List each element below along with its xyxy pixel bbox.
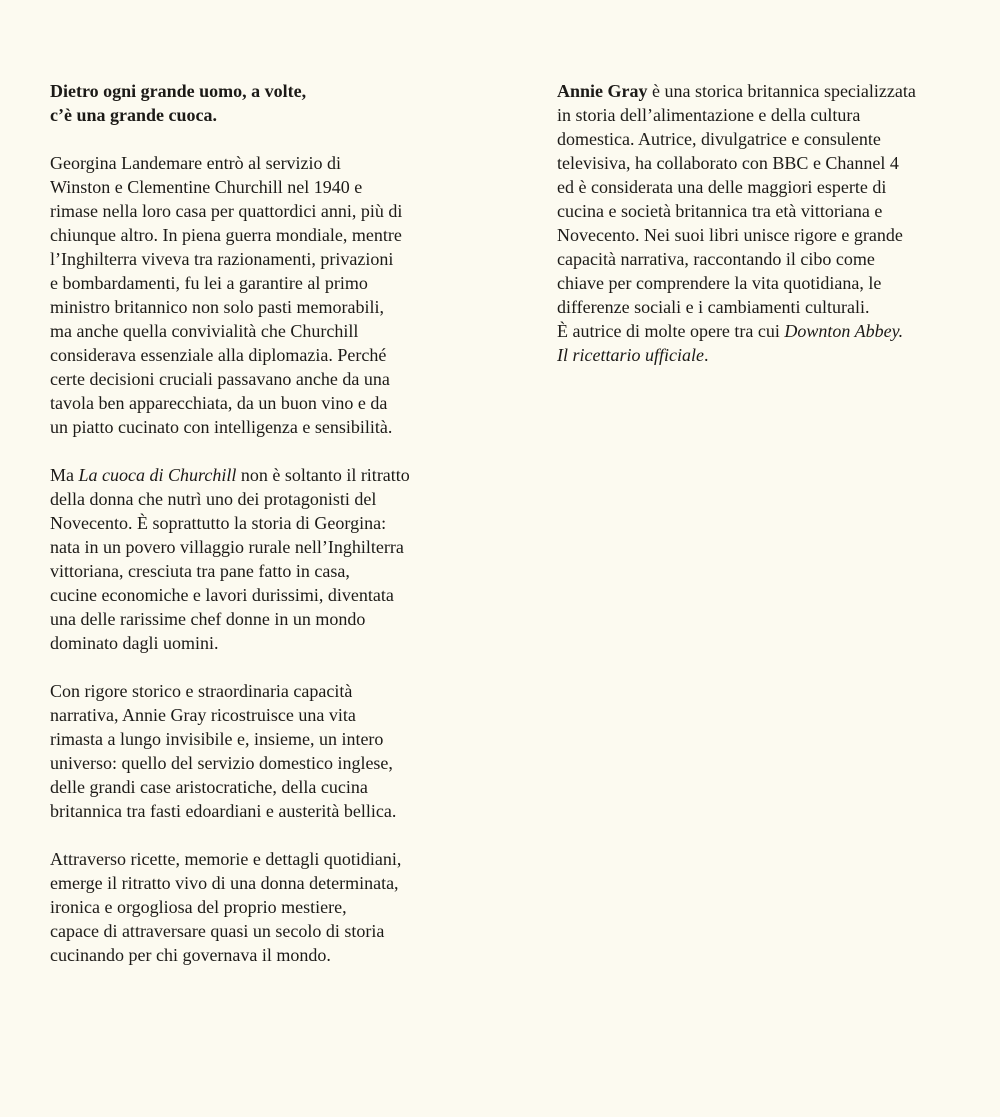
text-line: certe decisioni cruciali passavano anche da una: [50, 369, 390, 389]
text-line: chiave per comprendere la vita quotidiana, le: [557, 273, 882, 293]
text-line: Con rigore storico e straordinaria capacità: [50, 681, 353, 701]
text-line: rimasta a lungo invisibile e, insieme, un intero: [50, 729, 384, 749]
text-line: differenze sociali e i cambiamenti culturali.: [557, 297, 870, 317]
text-line: ma anche quella convivialità che Churchill: [50, 321, 359, 341]
text-line: e bombardamenti, fu lei a garantire al primo: [50, 273, 368, 293]
book-title: La cuoca di Churchill: [78, 465, 237, 485]
text-line: cucinando per chi governava il mondo.: [50, 945, 331, 965]
blurb-paragraph-1: [50, 151, 450, 439]
text-line: ministro britannico non solo pasti memorabili,: [50, 297, 384, 317]
text-line: considerava essenziale alla diplomazia. Perché: [50, 345, 387, 365]
headline-line: c’è una grande cuoca.: [50, 105, 217, 125]
text-fragment: non è soltanto il ritratto: [236, 465, 410, 485]
text-line: universo: quello del servizio domestico inglese,: [50, 753, 393, 773]
text-line: tavola ben apparecchiata, da un buon vino e da: [50, 393, 388, 413]
blurb-paragraph-3: [50, 679, 450, 823]
headline-line: Dietro ogni grande uomo, a volte,: [50, 81, 307, 101]
text-line: Winston e Clementine Churchill nel 1940 e: [50, 177, 363, 197]
text-line: ironica e orgogliosa del proprio mestiere,: [50, 897, 347, 917]
author-bio-column: [557, 79, 962, 367]
text-line: narrativa, Annie Gray ricostruisce una vita: [50, 705, 356, 725]
text-line: britannica tra fasti edoardiani e austerità bellica.: [50, 801, 397, 821]
text-line: l’Inghilterra viveva tra razionamenti, privazioni: [50, 249, 394, 269]
text-line: capace di attraversare quasi un secolo di storia: [50, 921, 385, 941]
text-line: Georgina Landemare entrò al servizio di: [50, 153, 342, 173]
text-line: vittoriana, cresciuta tra pane fatto in casa,: [50, 561, 350, 581]
text-line: [557, 343, 962, 367]
text-line: delle grandi case aristocratiche, della cucina: [50, 777, 368, 797]
text-line: domestica. Autrice, divulgatrice e consulente: [557, 129, 881, 149]
text-line: cucina e società britannica tra età vittoriana e: [557, 201, 883, 221]
text-line: nata in un povero villaggio rurale nell’Inghilterra: [50, 537, 404, 557]
text-line: [557, 319, 962, 343]
text-line: un piatto cucinato con intelligenza e sensibilità.: [50, 417, 393, 437]
text-line: in storia dell’alimentazione e della cultura: [557, 105, 861, 125]
text-line: una delle rarissime chef donne in un mondo: [50, 609, 366, 629]
text-line: dominato dagli uomini.: [50, 633, 219, 653]
text-line: chiunque altro. In piena guerra mondiale, mentre: [50, 225, 402, 245]
text-line: Attraverso ricette, memorie e dettagli quotidiani,: [50, 849, 402, 869]
text-line: [50, 463, 450, 487]
text-line: [557, 79, 962, 103]
text-line: Novecento. Nei suoi libri unisce rigore e grande: [557, 225, 903, 245]
text-line: televisiva, ha collaborato con BBC e Channel 4: [557, 153, 899, 173]
text-fragment: è una storica britannica specializzata: [647, 81, 916, 101]
book-title: Downton Abbey.: [784, 321, 904, 341]
text-line: Novecento. È soprattutto la storia di Georgina:: [50, 513, 387, 533]
author-name: Annie Gray: [557, 81, 648, 101]
text-fragment: .: [703, 345, 709, 365]
text-fragment: È autrice di molte opere tra cui: [557, 321, 785, 341]
text-line: rimase nella loro casa per quattordici anni, più di: [50, 201, 403, 221]
book-title: Il ricettario ufficiale: [557, 345, 704, 365]
blurb-paragraph-2: [50, 463, 450, 655]
text-line: capacità narrativa, raccontando il cibo come: [557, 249, 875, 269]
text-line: della donna che nutrì uno dei protagonisti del: [50, 489, 377, 509]
text-line: cucine economiche e lavori durissimi, diventata: [50, 585, 394, 605]
text-fragment: Ma: [50, 465, 79, 485]
blurb-column: [50, 79, 450, 991]
text-line: ed è considerata una delle maggiori esperte di: [557, 177, 887, 197]
blurb-headline: [50, 79, 450, 127]
blurb-paragraph-4: [50, 847, 450, 967]
text-line: emerge il ritratto vivo di una donna determinata,: [50, 873, 399, 893]
